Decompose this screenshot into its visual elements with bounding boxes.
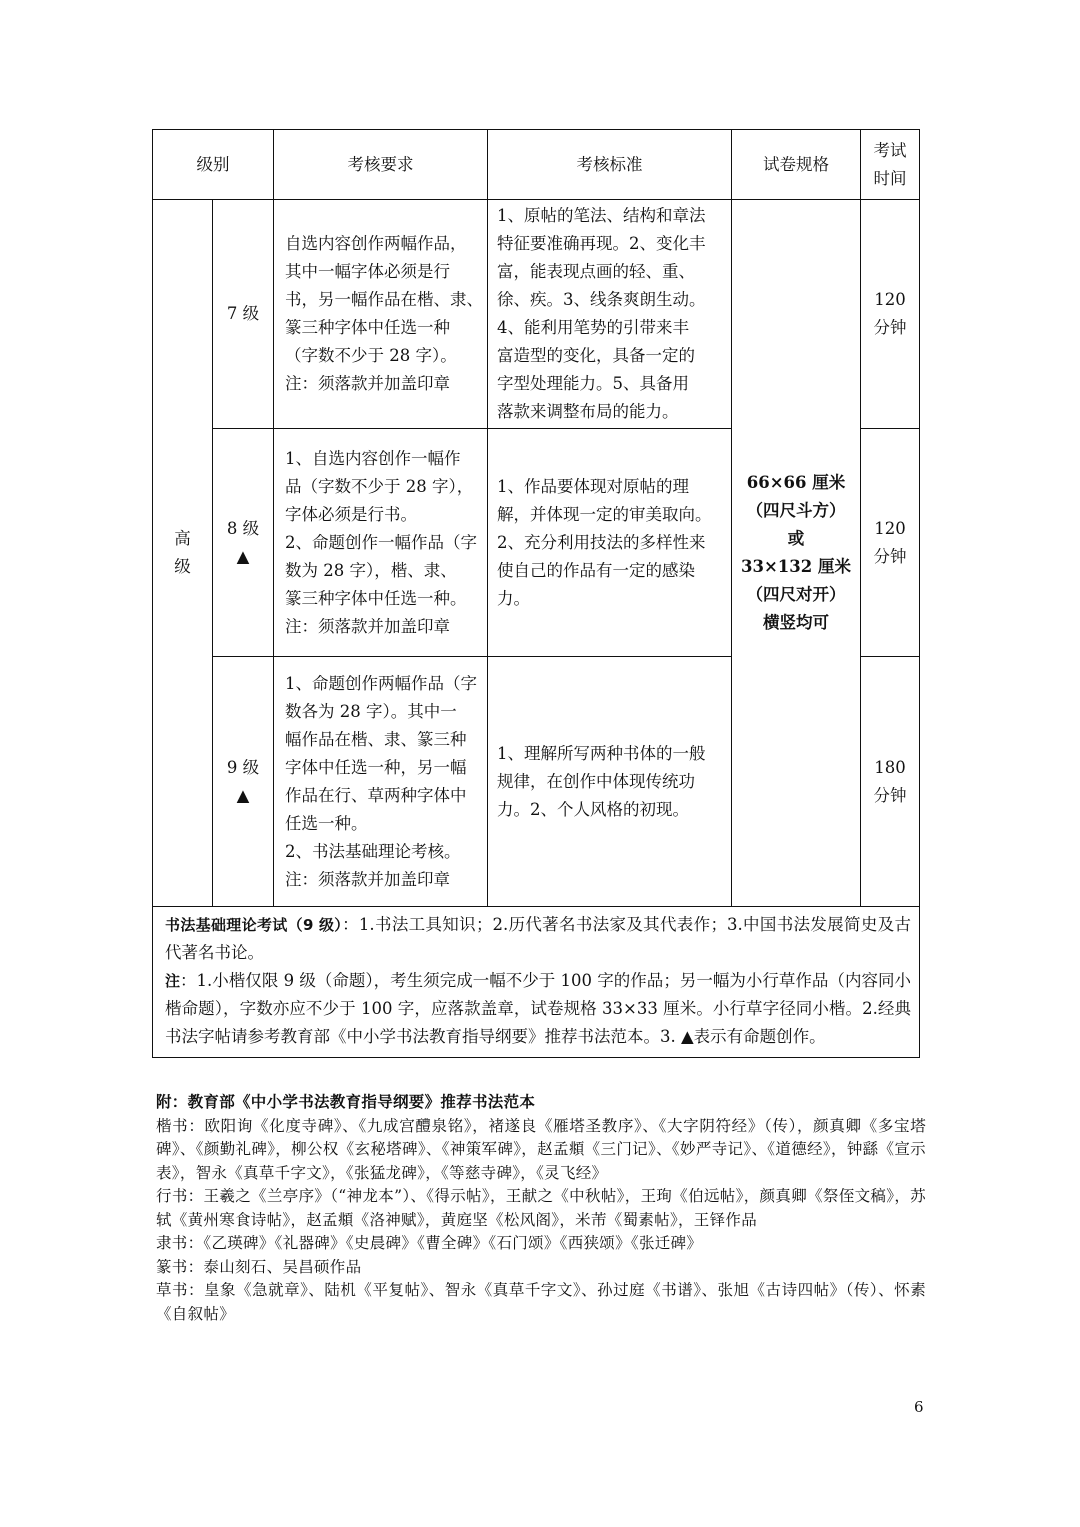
requirement-line: 字体必须是行书。 [285,504,417,524]
standard-line: 特征要准确再现。2、变化丰 [497,234,706,253]
standard-line: 富造型的变化，具备一定的 [497,346,695,365]
group-label-advanced [153,200,213,907]
note-paragraph [165,967,911,1051]
table-header-row [153,130,920,200]
header-time-line: 时间 [873,168,907,188]
time-value: 120 [874,290,906,309]
requirement-line: 篆三种字体中任选一种 [285,318,450,337]
standard-cell [488,657,732,907]
requirement-line: 注：须落款并加盖印章 [285,616,450,636]
standard-line: 4、能利用笔势的引带来丰 [497,318,689,337]
requirement-line: 注：须落款并加盖印章 [285,869,450,889]
requirement-line: 注：须落款并加盖印章 [285,374,450,393]
appendix-item-zhuanshu: 篆书：泰山刻石、吴昌硕作品 [156,1257,362,1276]
note-label: 注 [165,972,181,990]
requirement-line: 字体中任选一种，另一幅 [285,757,467,777]
requirement-line: 数各为 28 字）。其中一 [285,701,457,721]
standard-line: 落款来调整布局的能力。 [497,402,679,421]
requirement-cell [274,200,488,429]
time-cell [861,200,920,429]
standard-line: 1、理解所写两种书体的一般 [497,743,706,763]
appendix-item-caoshu: 草书：皇象《急就章》、陆机《平复帖》、智永《真草千字文》、孙过庭《书谱》、张旭《古诗四帖》（传）、怀素《自叙帖》 [156,1281,926,1323]
group-label-char: 级 [174,557,191,576]
group-label-char: 高 [174,529,191,548]
requirement-line: 1、自选内容创作一幅作 [285,448,461,468]
header-time-line: 考试 [873,140,907,160]
time-value: 120 [874,518,906,538]
level-label: 9 级 [226,757,260,777]
time-unit: 分钟 [873,318,907,337]
triangle-marker: ▲ [236,546,250,566]
requirement-line: 2、书法基础理论考核。 [285,841,461,861]
requirement-line: 品（字数不少于 28 字）， [285,476,474,496]
triangle-marker: ▲ [236,785,250,805]
paper-spec-cell [732,200,861,907]
level-label: 7 级 [226,304,260,323]
time-value: 180 [874,757,906,777]
standard-line: 1、原帖的笔法、结构和章法 [497,206,706,225]
standard-line: 字型处理能力。5、具备用 [497,374,689,393]
standard-cell [488,200,732,429]
appendix-item-kaishu: 楷书：欧阳询《化度寺碑》、《九成宫醴泉铭》，褚遂良《雁塔圣教序》、《大字阴符经》（传），颜真卿《多宝塔碑》、《颜勤礼碑》，柳公权《玄秘塔碑》、《神策军碑》，赵孟頫《三门记》、《妙严寺记》、《道德经》，钟繇《宣示表》，智永《真草千字文》，《张猛龙碑》，《等慈寺碑》，《灵飞经》 [156,1116,926,1182]
standard-line: 1、作品要体现对原帖的理 [497,476,689,496]
theory-exam-paragraph [165,911,911,967]
spec-line: （四尺对开） [746,585,846,604]
requirement-line: 2、命题创作一幅作品（字 [285,532,477,552]
standard-line: 力。2、个人风格的初现。 [497,799,689,819]
note-text: ：1.小楷仅限 9 级（命题），考生须完成一幅不少于 100 字的作品；另一幅为小行草作品（内容同小楷命题），字数亦应不少于 100 字，应落款盖章，试卷规格 33×33 厘米。小行草字径同小楷。2.经典书法字帖请参考教育部《中小学书法教育指导纲要》推荐书法范本。3. ▲表示有命题创作。 [165,971,911,1046]
spec-line: 33×132 厘米 [741,557,851,576]
table-row-level-7 [153,200,920,429]
level-cell [213,657,274,907]
requirement-line: 幅作品在楷、隶、篆三种 [285,729,467,749]
theory-exam-label: 书法基础理论考试（9 级） [165,916,343,934]
appendix-item-lishu: 隶书：《乙瑛碑》《礼器碑》《史晨碑》《曹全碑》《石门颂》《西狭颂》《张迁碑》 [156,1234,703,1252]
standard-line: 2、充分利用技法的多样性来 [497,532,706,552]
standard-cell [488,429,732,657]
spec-line: 或 [787,529,805,548]
standard-line: 解，并体现一定的审美取向。 [497,504,712,524]
requirement-line: 1、命题创作两幅作品（字 [285,673,477,693]
standard-line: 富，能表现点画的轻、重、 [497,262,695,281]
time-cell [861,429,920,657]
requirement-cell [274,429,488,657]
time-unit: 分钟 [873,785,907,805]
requirement-cell [274,657,488,907]
level-cell [213,200,274,429]
spec-line: （四尺斗方） [746,501,846,520]
header-time [861,130,920,200]
standard-line: 力。 [497,588,530,608]
table-footer-row [153,907,920,1058]
appendix-recommended-models [156,1091,926,1326]
standard-line: 规律，在创作中体现传统功 [497,771,695,791]
level-cell [213,429,274,657]
spec-line: 横竖均可 [763,613,829,632]
table-footer-notes [153,907,920,1058]
theory-exam-text: ：1.书法工具知识；2.历代著名书法家及其代表作；3.中国书法发展简史及古代著名书论。 [165,915,911,962]
time-cell [861,657,920,907]
requirement-line: （字数不少于 28 字）。 [285,346,457,365]
time-unit: 分钟 [873,546,907,566]
exam-requirements-table [152,129,920,1058]
spec-line: 66×66 厘米 [746,473,846,492]
header-requirement: 考核要求 [274,130,488,200]
level-label: 8 级 [226,518,260,538]
standard-line: 使自己的作品有一定的感染 [497,560,695,580]
header-standard: 考核标准 [488,130,732,200]
header-spec: 试卷规格 [732,130,861,200]
requirement-line: 数为 28 字），楷、隶、 [285,560,457,580]
appendix-item-xingshu: 行书：王羲之《兰亭序》（“神龙本”）、《得示帖》，王献之《中秋帖》，王珣《伯远帖》，颜真卿《祭侄文稿》，苏轼《黄州寒食诗帖》，赵孟頫《洛神赋》，黄庭坚《松风阁》，米芾《蜀素帖》，王铎作品 [156,1187,926,1229]
requirement-line: 篆三种字体中任选一种。 [285,588,467,608]
requirement-line: 其中一幅字体必须是行 [285,262,450,281]
page-number: 6 [914,1398,924,1416]
requirement-line: 自选内容创作两幅作品， [285,234,467,253]
requirement-line: 作品在行、草两种字体中 [285,785,467,805]
requirement-line: 书，另一幅作品在楷、隶、 [285,290,483,309]
header-level: 级别 [153,130,274,200]
requirement-line: 任选一种。 [285,813,368,833]
standard-line: 徐、疾。3、线条爽朗生动。 [497,290,706,309]
appendix-title: 附：教育部《中小学书法教育指导纲要》推荐书法范本 [156,1093,536,1111]
